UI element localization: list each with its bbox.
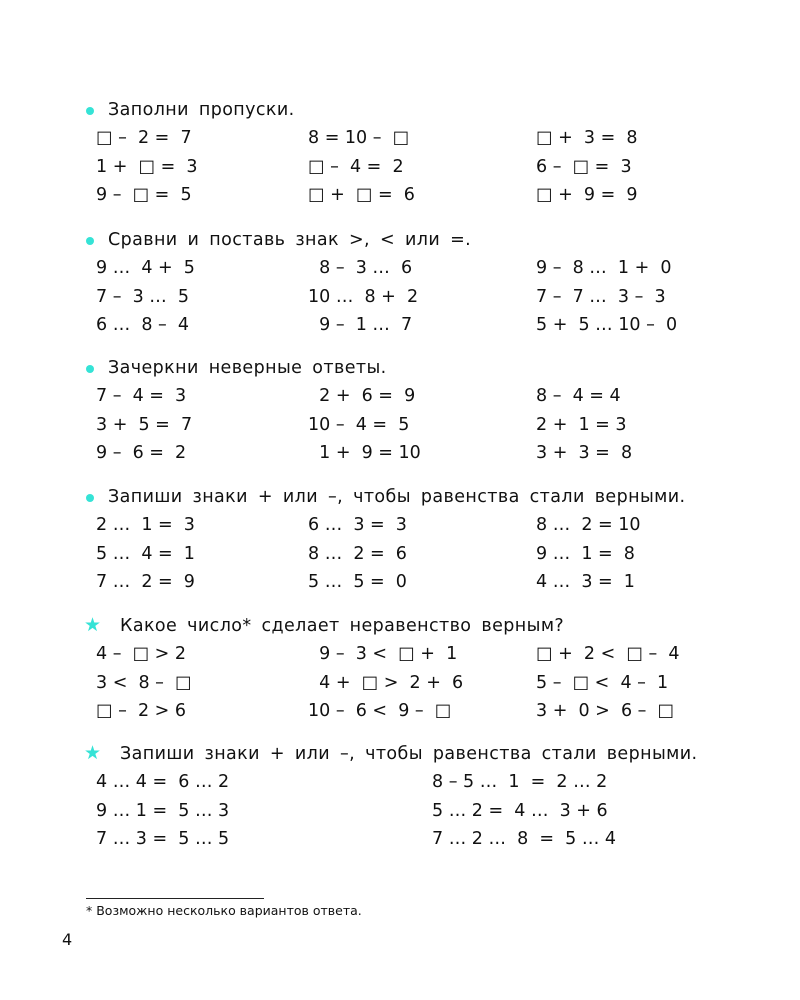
expression: 9 … 1 = 8 [536, 543, 635, 564]
exercise-signs [86, 483, 766, 597]
exercise-row [86, 568, 766, 597]
exercise-inequality [86, 612, 766, 726]
expression: 9 – 6 = 2 [96, 443, 187, 463]
task-text: Заполни пропуски. [108, 100, 295, 120]
exercise-fill-blanks [86, 96, 766, 210]
expression: 9 … 4 + 5 [96, 258, 195, 278]
task-heading [86, 740, 766, 768]
expression: 10 … 8 + 2 [308, 286, 419, 307]
expression: 9 – □ = 5 [96, 185, 192, 205]
expression: 6 – □ = 3 [536, 156, 632, 177]
expression: 7 – 4 = 3 [96, 386, 187, 406]
expression: □ + 3 = 8 [536, 128, 638, 148]
expression: 8 … 2 = 6 [308, 543, 407, 564]
expression: 7 … 3 = 5 … 5 [96, 829, 230, 849]
expression: 4 – □ > 2 [96, 644, 187, 664]
exercise-row [86, 411, 766, 440]
expression: 2 + 6 = 9 [308, 386, 416, 406]
expression: 7 – 3 … 5 [96, 286, 190, 307]
expression: 8 – 4 = 4 [536, 386, 621, 406]
expression: 3 < 8 – □ [96, 672, 192, 693]
expression: □ + □ = 6 [308, 185, 415, 205]
exercise-row [86, 640, 766, 669]
exercise-row [86, 153, 766, 182]
expression: 5 … 5 = 0 [308, 572, 407, 592]
exercise-row [86, 511, 766, 540]
exercise-row [86, 669, 766, 698]
expression: 5 + 5 … 10 – 0 [536, 315, 678, 335]
expression: 2 + 1 = 3 [536, 414, 627, 435]
exercise-row [86, 825, 766, 854]
expression: 9 – 1 … 7 [308, 315, 413, 335]
expression: □ – 4 = 2 [308, 156, 404, 177]
task-text: Сравни и поставь знак >, < или =. [108, 230, 472, 250]
exercise-signs-advanced [86, 740, 766, 854]
expression: 5 … 4 = 1 [96, 543, 195, 564]
expression: 2 … 1 = 3 [96, 515, 195, 535]
expression: 8 = 10 – □ [308, 128, 410, 148]
exercise-row [86, 311, 766, 340]
exercise-row [86, 124, 766, 153]
expression: 9 – 8 … 1 + 0 [536, 258, 672, 278]
task-heading [86, 612, 766, 640]
star-icon: ★ [84, 614, 102, 636]
expression: 3 + 5 = 7 [96, 414, 193, 435]
exercise-row [86, 283, 766, 312]
task-text: Зачеркни неверные ответы. [108, 358, 387, 378]
expression: 1 + □ = 3 [96, 156, 198, 177]
exercise-row [86, 768, 766, 797]
task-text: Запиши знаки + или –, чтобы равенства стали верными. [120, 744, 698, 764]
exercise-row [86, 181, 766, 210]
bullet-icon [86, 237, 94, 245]
expression: 4 + □ > 2 + 6 [308, 672, 464, 693]
expression: 5 – □ < 4 – 1 [536, 672, 669, 693]
exercise-row [86, 697, 766, 726]
expression: 4 … 3 = 1 [536, 572, 635, 592]
expression: 7 … 2 … 8 = 5 … 4 [432, 829, 617, 849]
exercise-row [86, 382, 766, 411]
expression: 8 – 3 … 6 [308, 258, 413, 278]
expression: 8 … 2 = 10 [536, 515, 641, 535]
expression: 6 … 3 = 3 [308, 515, 407, 535]
task-text: Какое число* сделает неравенство верным? [120, 616, 565, 636]
expression: 9 – 3 < □ + 1 [308, 644, 458, 664]
task-heading [86, 483, 766, 511]
task-text: Запиши знаки + или –, чтобы равенства стали верными. [108, 487, 686, 507]
exercise-compare [86, 226, 766, 340]
bullet-icon [86, 365, 94, 373]
footnote-divider [86, 898, 264, 899]
expression: 6 … 8 – 4 [96, 315, 190, 335]
expression: □ – 2 > 6 [96, 701, 187, 721]
exercise-row [86, 439, 766, 468]
expression: □ – 2 = 7 [96, 128, 192, 148]
expression: 4 … 4 = 6 … 2 [96, 772, 230, 792]
expression: 3 + 0 > 6 – □ [536, 701, 675, 721]
exercise-row [86, 254, 766, 283]
task-heading [86, 354, 766, 382]
task-heading [86, 226, 766, 254]
expression: 10 – 6 < 9 – □ [308, 701, 452, 721]
expression: 9 … 1 = 5 … 3 [96, 800, 230, 821]
expression: □ + 2 < □ – 4 [536, 644, 680, 664]
expression: □ + 9 = 9 [536, 185, 638, 205]
star-icon: ★ [84, 742, 102, 764]
exercise-row [86, 797, 766, 826]
expression: 8 – 5 … 1 = 2 … 2 [432, 772, 608, 792]
footnote: * Возможно несколько вариантов ответа. [86, 903, 362, 918]
bullet-icon [86, 107, 94, 115]
page-number: 4 [62, 930, 73, 949]
exercise-cross-out [86, 354, 766, 468]
task-heading [86, 96, 766, 124]
expression: 10 – 4 = 5 [308, 414, 410, 435]
exercise-row [86, 540, 766, 569]
expression: 1 + 9 = 10 [308, 443, 421, 463]
expression: 3 + 3 = 8 [536, 443, 633, 463]
bullet-icon [86, 494, 94, 502]
expression: 7 … 2 = 9 [96, 572, 195, 592]
expression: 5 … 2 = 4 … 3 + 6 [432, 800, 608, 821]
expression: 7 – 7 … 3 – 3 [536, 286, 666, 307]
